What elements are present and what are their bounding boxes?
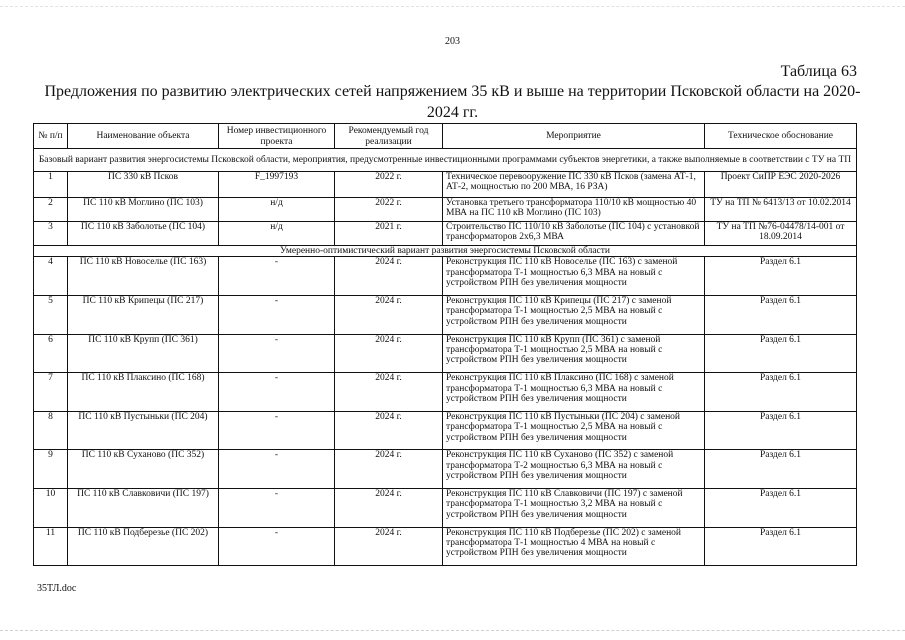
measure: Реконструкция ПС 110 кВ Славковичи (ПС 197) с заменой трансформатора Т-1 мощностью 3,2 МВА на новый с устройством РПН без увеличения мощности — [443, 488, 705, 527]
table-row — [34, 488, 857, 527]
section-title: Базовый вариант развития энергосистемы Псковской области, мероприятия, предусмотренные инвестиционными программами субъектов энергетики, а также выполняемые в соответствии с ТУ на ТП — [34, 149, 857, 172]
measures-table — [33, 123, 857, 566]
section-row-moderate — [34, 246, 857, 257]
project-number: н/д — [219, 198, 335, 222]
measure: Реконструкция ПС 110 кВ Крипецы (ПС 217) с заменой трансформатора Т-1 мощностью 2,5 МВА на новый с устройством РПН без увеличения мощности — [443, 296, 705, 335]
year: 2021 г. — [335, 222, 443, 246]
object-name: ПС 110 кВ Пустыньки (ПС 204) — [68, 411, 219, 450]
basis: Раздел 6.1 — [705, 488, 857, 527]
header-basis: Техническое обоснование — [705, 124, 857, 149]
basis: Раздел 6.1 — [705, 296, 857, 335]
project-number: - — [219, 334, 335, 373]
section-row-base — [34, 149, 857, 172]
year: 2024 г. — [335, 257, 443, 296]
year: 2022 г. — [335, 172, 443, 198]
basis: Раздел 6.1 — [705, 257, 857, 296]
measure: Реконструкция ПС 110 кВ Крупп (ПС 361) с заменой трансформатора Т-1 мощностью 2,5 МВА на новый с устройством РПН без увеличения мощности — [443, 334, 705, 373]
measure: Строительство ПС 110/10 кВ Заболотье (ПС 104) с установкой трансформаторов 2х6,3 МВА — [443, 222, 705, 246]
object-name: ПС 110 кВ Подберезье (ПС 202) — [68, 527, 219, 566]
scan-edge-bottom — [0, 630, 905, 632]
project-number: - — [219, 527, 335, 566]
year: 2024 г. — [335, 373, 443, 412]
object-name: ПС 110 кВ Крипецы (ПС 217) — [68, 296, 219, 335]
page-number: 203 — [445, 36, 460, 47]
basis: Раздел 6.1 — [705, 411, 857, 450]
project-number: - — [219, 257, 335, 296]
row-number: 11 — [34, 527, 68, 566]
year: 2024 г. — [335, 334, 443, 373]
basis: Раздел 6.1 — [705, 334, 857, 373]
year: 2024 г. — [335, 527, 443, 566]
footer-filename: 35ТЛ.doc — [37, 583, 77, 594]
table-row — [34, 222, 857, 246]
object-name: ПС 110 кВ Славковичи (ПС 197) — [68, 488, 219, 527]
project-number: - — [219, 296, 335, 335]
year: 2024 г. — [335, 450, 443, 489]
table-row — [34, 296, 857, 335]
object-name: ПС 110 кВ Моглино (ПС 103) — [68, 198, 219, 222]
object-name: ПС 330 кВ Псков — [68, 172, 219, 198]
table-row — [34, 257, 857, 296]
year: 2022 г. — [335, 198, 443, 222]
row-number: 9 — [34, 450, 68, 489]
project-number: F_1997193 — [219, 172, 335, 198]
table-row — [34, 172, 857, 198]
object-name: ПС 110 кВ Заболотье (ПС 104) — [68, 222, 219, 246]
year: 2024 г. — [335, 488, 443, 527]
basis: ТУ на ТП №76-04478/14-001 от 18.09.2014 — [705, 222, 857, 246]
basis: Раздел 6.1 — [705, 373, 857, 412]
table-row — [34, 450, 857, 489]
row-number: 4 — [34, 257, 68, 296]
project-number: - — [219, 450, 335, 489]
header-project-number: Номер инвестиционного проекта — [219, 124, 335, 149]
project-number: н/д — [219, 222, 335, 246]
header-object-name: Наименование объекта — [68, 124, 219, 149]
table-row — [34, 411, 857, 450]
table-row — [34, 527, 857, 566]
object-name: ПС 110 кВ Крупп (ПС 361) — [68, 334, 219, 373]
year: 2024 г. — [335, 296, 443, 335]
row-number: 3 — [34, 222, 68, 246]
measure: Реконструкция ПС 110 кВ Подберезье (ПС 202) с заменой трансформатора Т-1 мощностью 4 МВА на новый с устройством РПН без увеличения мощности — [443, 527, 705, 566]
project-number: - — [219, 411, 335, 450]
basis: Раздел 6.1 — [705, 450, 857, 489]
row-number: 8 — [34, 411, 68, 450]
section-title: Умеренно-оптимистический вариант развития энергосистемы Псковской области — [34, 246, 857, 257]
measure: Реконструкция ПС 110 кВ Пустыньки (ПС 204) с заменой трансформатора Т-1 мощностью 2,5 МВА на новый с устройством РПН без увеличения мощности — [443, 411, 705, 450]
document-title: Предложения по развитию электрических сетей напряжением 35 кВ и выше на территории Псковской области на 2020-2024 гг. — [44, 83, 861, 121]
measure: Установка третьего трансформатора 110/10 кВ мощностью 40 МВА на ПС 110 кВ Моглино (ПС 103) — [443, 198, 705, 222]
object-name: ПС 110 кВ Плаксино (ПС 168) — [68, 373, 219, 412]
row-number: 1 — [34, 172, 68, 198]
header-year: Рекомендуемый год реализации — [335, 124, 443, 149]
year: 2024 г. — [335, 411, 443, 450]
row-number: 2 — [34, 198, 68, 222]
table-header-row — [34, 124, 857, 149]
row-number: 6 — [34, 334, 68, 373]
basis: ТУ на ТП № 6413/13 от 10.02.2014 — [705, 198, 857, 222]
table-row — [34, 334, 857, 373]
header-number: № п/п — [34, 124, 68, 149]
object-name: ПС 110 кВ Суханово (ПС 352) — [68, 450, 219, 489]
project-number: - — [219, 488, 335, 527]
row-number: 7 — [34, 373, 68, 412]
measure: Реконструкция ПС 110 кВ Плаксино (ПС 168) с заменой трансформатора Т-1 мощностью 6,3 МВА на новый с устройством РПН без увеличения мощности — [443, 373, 705, 412]
table-label: Таблица 63 — [780, 63, 857, 80]
measure: Техническое перевооружение ПС 330 кВ Псков (замена АТ-1, АТ-2, мощностью по 200 МВА, 16 РЗА) — [443, 172, 705, 198]
table-row — [34, 198, 857, 222]
object-name: ПС 110 кВ Новоселье (ПС 163) — [68, 257, 219, 296]
project-number: - — [219, 373, 335, 412]
measure: Реконструкция ПС 110 кВ Новоселье (ПС 163) с заменой трансформатора Т-1 мощностью 6,3 МВА на новый с устройством РПН без увеличения мощности — [443, 257, 705, 296]
header-measure: Мероприятие — [443, 124, 705, 149]
basis: Раздел 6.1 — [705, 527, 857, 566]
row-number: 5 — [34, 296, 68, 335]
measure: Реконструкция ПС 110 кВ Суханово (ПС 352) с заменой трансформатора Т-2 мощностью 6,3 МВА на новый с устройством РПН без увеличения мощности — [443, 450, 705, 489]
basis: Проект СиПР ЕЭС 2020-2026 — [705, 172, 857, 198]
table-row — [34, 373, 857, 412]
scan-edge-top — [0, 0, 905, 7]
row-number: 10 — [34, 488, 68, 527]
